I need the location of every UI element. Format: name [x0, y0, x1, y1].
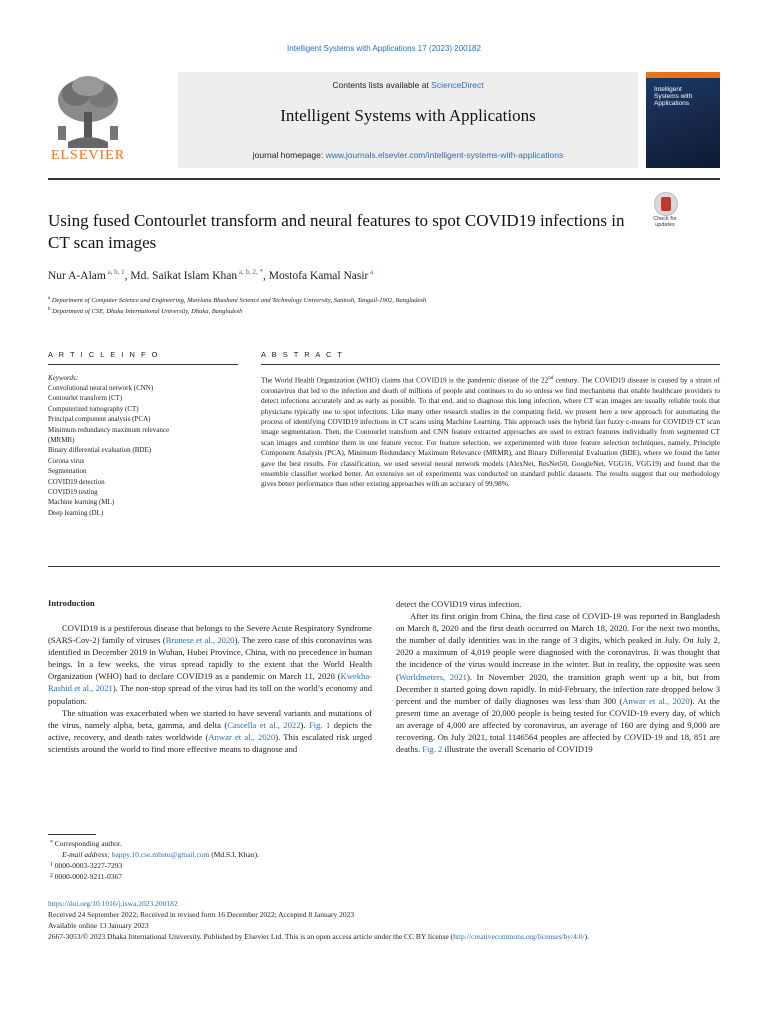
corresponding-author-label: Corresponding author.: [54, 839, 122, 848]
citation-link[interactable]: Fig. 1: [308, 719, 331, 730]
keyword-item: Corona virus: [48, 456, 85, 465]
body-paragraph: [48, 622, 372, 707]
affiliation-mark: a: [48, 296, 51, 301]
footnotes: [48, 838, 720, 882]
keyword-item: Principal component analysis (PCA): [48, 415, 151, 424]
keyword-item: Computerized tomography (CT): [48, 404, 139, 413]
journal-header: [48, 72, 720, 172]
license-statement: [48, 931, 720, 942]
homepage-link[interactable]: www.journals.elsevier.com/intelligent-systems-with-applications: [325, 150, 564, 160]
publisher-name: ELSEVIER: [50, 148, 126, 163]
keyword-item: Segmentation: [48, 467, 87, 476]
journal-cover-thumbnail[interactable]: [646, 72, 720, 168]
keyword-item: Contourlet transform (CT): [48, 394, 123, 403]
footnote-orcid: $^2$ 0000-0002-9211-0367: [49, 872, 122, 881]
article-info-heading: A R T I C L E I N F O: [48, 350, 160, 359]
body-paragraph: [48, 707, 372, 755]
paragraph-text: ). The zero case of this coronavirus was identified in December 2019 in Wuhan, Hubei Province, China, with no precedence in human beings. In a few weeks, the virus spread rapidly to the extent that the World Health Organization (WHO) had to declare COVID19 as a pandemic on March 11, 2020 (: [48, 635, 372, 682]
check-updates-label: Check for updates: [653, 216, 677, 228]
journal-reference[interactable]: Intelligent Systems with Applications 17 (2023) 200182: [287, 44, 481, 53]
license-text: 2667-3053/© 2023 Dhaka International University. Published by Elsevier Ltd. This is an open access article under the CC BY license (: [48, 932, 454, 941]
paragraph-text: depicts the active, recovery, and death rates worldwide (: [48, 719, 372, 742]
keyword-item: COVID19 detection: [48, 477, 105, 486]
paragraph-text: ). In November 2020, the transition graph went up a bit, but from December it started going down rapidly. In mid-February, the infection rate dropped below 3 percent and the number of daily diagnoses was less than 300 (: [396, 671, 720, 706]
keyword-item: Deep learning (DL): [48, 508, 104, 517]
email-link[interactable]: bappy.10.cse.mbstu@gmail.com: [111, 850, 210, 859]
body-column-right: [396, 598, 720, 755]
affiliation-mark: b: [48, 307, 51, 312]
contents-prefix: Contents lists available at: [332, 80, 432, 90]
citation-link[interactable]: Worldmeters, 2021: [398, 671, 467, 682]
abstract-text: [261, 374, 720, 490]
available-online: Available online 13 January 2023: [48, 921, 149, 930]
abstract-heading: A B S T R A C T: [261, 350, 344, 359]
citation-link[interactable]: Brunese et al., 2020: [165, 635, 235, 646]
paper-title: Using fused Contourlet transform and neural features to spot COVID19 infections in CT scan images: [48, 211, 625, 252]
citation-link[interactable]: Anwar et al., 2020: [622, 695, 690, 706]
paragraph-text: The situation was exacerbated when we started to have several variants and mutations of the virus, namely alpha, beta, gamma, and delta (: [48, 707, 372, 730]
paragraph-text: COVID19 is a pestiferous disease that belongs to the Severe Acute Respiratory Syndrome (SARS-Cov-2) family of viruses (: [48, 623, 372, 646]
footnote-rule: [48, 834, 96, 835]
body-paragraph: detect the COVID19 virus infection.: [396, 599, 522, 609]
email-label: E-mail address:: [62, 850, 112, 859]
orcid-value: 0000-0003-3227-7293: [54, 861, 123, 870]
abstract-bottom-rule: [48, 566, 720, 567]
journal-title: Intelligent Systems with Applications: [280, 106, 536, 125]
license-end: ).: [584, 932, 590, 941]
footnote-corresponding: * Corresponding author.: [49, 839, 122, 848]
author-name[interactable]: Md. Saikat Islam Khan: [130, 269, 238, 282]
keywords-list: [48, 383, 238, 518]
orcid-value: 0000-0002-9211-0367: [54, 872, 122, 881]
keyword-item: Binary differential evaluation (BDE): [48, 446, 152, 455]
footnote-orcid: $^1$ 0000-0003-3227-7293: [49, 861, 123, 870]
license-link[interactable]: http://creativecommons.org/licenses/by/4.0/: [453, 932, 585, 941]
paragraph-text: ). At the present time an average of 20,000 people is being tested for COVID-19 every day, of which an average of 4,000 are affected by coronavirus, an average of 160 are dying and 9,000 are recovering. On July 2021, total 1146564 peoples are affected by COVID-19 and 18, 851 are deaths.: [396, 695, 720, 755]
keyword-item: Machine learning (ML): [48, 498, 115, 507]
abstract-part: The World Health Organization (WHO) claims that COVID19 is the pandemic disease of the 22: [261, 375, 549, 385]
author-name[interactable]: Nur A-Alam: [48, 269, 106, 282]
author-affiliation-marks[interactable]: a, b, 1: [105, 268, 125, 276]
cover-stripe: [646, 72, 720, 78]
body-paragraph: [396, 610, 720, 755]
citation-link[interactable]: Cascella et al., 2022: [227, 719, 301, 730]
affiliation: [48, 307, 720, 315]
email-suffix: (Md.S.I. Khan).: [209, 850, 259, 859]
citation-link[interactable]: Anwar et al., 2020: [208, 731, 276, 742]
cover-title: Intelligent Systems with Applications: [654, 86, 693, 107]
publication-info: [48, 898, 720, 942]
doi-link[interactable]: https://doi.org/10.1016/j.iswa.2023.200182: [48, 899, 178, 908]
citation-link[interactable]: Fig. 2: [422, 744, 443, 755]
introduction-heading: Introduction: [48, 598, 95, 608]
elsevier-logo[interactable]: [48, 72, 128, 168]
keyword-item: (MRMR): [48, 436, 75, 445]
paragraph-text: After its first origin from China, the first case of COVID-19 was reported in Bangladesh on March 8, 2020 and the first death occurred on March 18, 2020. For the next two months, the number of daily identities was in the range of 3 digits, which peaked in July. On July 2, 2020 a maximum of 4,019 people were diagnosed with the coronavirus. It was thought that the incidence of the virus would increase in the winter. But in reality, the opposite was seen (: [396, 611, 720, 682]
paragraph-text: ).: [300, 719, 309, 730]
check-for-updates-badge[interactable]: [646, 192, 684, 232]
header-rule: [48, 178, 720, 180]
journal-info-box: [178, 72, 638, 168]
homepage-prefix: journal homepage:: [252, 150, 326, 160]
author-affiliation-marks[interactable]: a, b, 2, *: [237, 268, 263, 276]
abstract-superscript: nd: [548, 376, 554, 381]
footnote-email: [48, 849, 720, 860]
contents-line: [178, 80, 638, 90]
citation-link[interactable]: Kwekha-Rashid et al., 2021: [48, 671, 372, 694]
author-list: Nur A-Alam $^{a, b, 1}$, Md. Saikat Islam Khan $^{a, b, 2, *}$, Mostofa Kamal Nasir $^a$: [48, 268, 374, 282]
keyword-item: Minimum redundancy maximum relevance: [48, 425, 170, 434]
received-dates: Received 24 September 2022; Received in revised form 16 December 2022; Accepted 8 January 2023: [48, 910, 355, 919]
paragraph-text: ). This escalated risk urged scientists around the world to find more effective means to diagnose and: [48, 731, 372, 754]
elsevier-tree-icon: [48, 72, 128, 150]
check-updates-icon: [654, 192, 678, 216]
author-affiliation-marks[interactable]: a: [368, 268, 374, 276]
paragraph-text: illustrate the overall Scenario of COVID19: [442, 744, 593, 755]
author-name[interactable]: Mostofa Kamal Nasir: [268, 269, 369, 282]
abstract-rule: [261, 364, 720, 365]
body-column-left: [48, 622, 372, 755]
keyword-item: COVID19 testing: [48, 488, 98, 497]
paragraph-text: ). The non-stop spread of the virus had its toll on the world’s economy and population.: [48, 683, 372, 706]
keywords-label: Keywords:: [48, 374, 79, 382]
homepage-line: [178, 150, 638, 160]
sciencedirect-link[interactable]: ScienceDirect: [431, 80, 484, 90]
abstract-part: century. The COVID19 disease is caused by a strain of coronavirus that led to the infection and death of millions of people and continues to do so unless we find mechanisms that enable healthcare providers to detect infections accurately and as early as possible. To that end, and to diagnose this lung infection, where CT scan images are usually reliable tools that physicians typically use to spot infections. Like many other research studies in the computing field, we present here a new approach for automating the process of identifying COVID19 infections in CT scans using Machine Learning. This approach uses the hybrid fast fuzzy c-means for COVID19 CT scan image segmentation. Then, the Contourlet transform and CNN feature extracted approaches are used to extract features individually from segmented CT scan images and combine them in one feature vector. For feature selection, we experimented with three feature selection techniques, namely, Principle Component Analysis (PCA), Minimum Redundancy Maximum Relevance (MRMR), and Binary Differential Evaluation (BDE), where we found the latter gave the best results. For classification, we used several neural network models (AlexNet, ResNet50, GoogleNet, VGG16, VGG19) and found that the ensemble classifier worked better. An extensive set of experiments was conducted on standard public datasets. The results suggest that our methodology gives better performance than other existing approaches with an accuracy of 99.98%.: [261, 375, 720, 489]
keyword-item: Convolutional neural network (CNN): [48, 384, 154, 392]
affiliation-text: Department of Computer Science and Engineering, Mawlana Bhashani Science and Technology University, Santosh, Tangail-1902, Bangladesh: [50, 297, 427, 305]
affiliation-text: Department of CSE, Dhaka International University, Dhaka, Bangladesh: [50, 308, 243, 316]
article-info-rule: [48, 364, 238, 365]
affiliation: [48, 296, 720, 304]
